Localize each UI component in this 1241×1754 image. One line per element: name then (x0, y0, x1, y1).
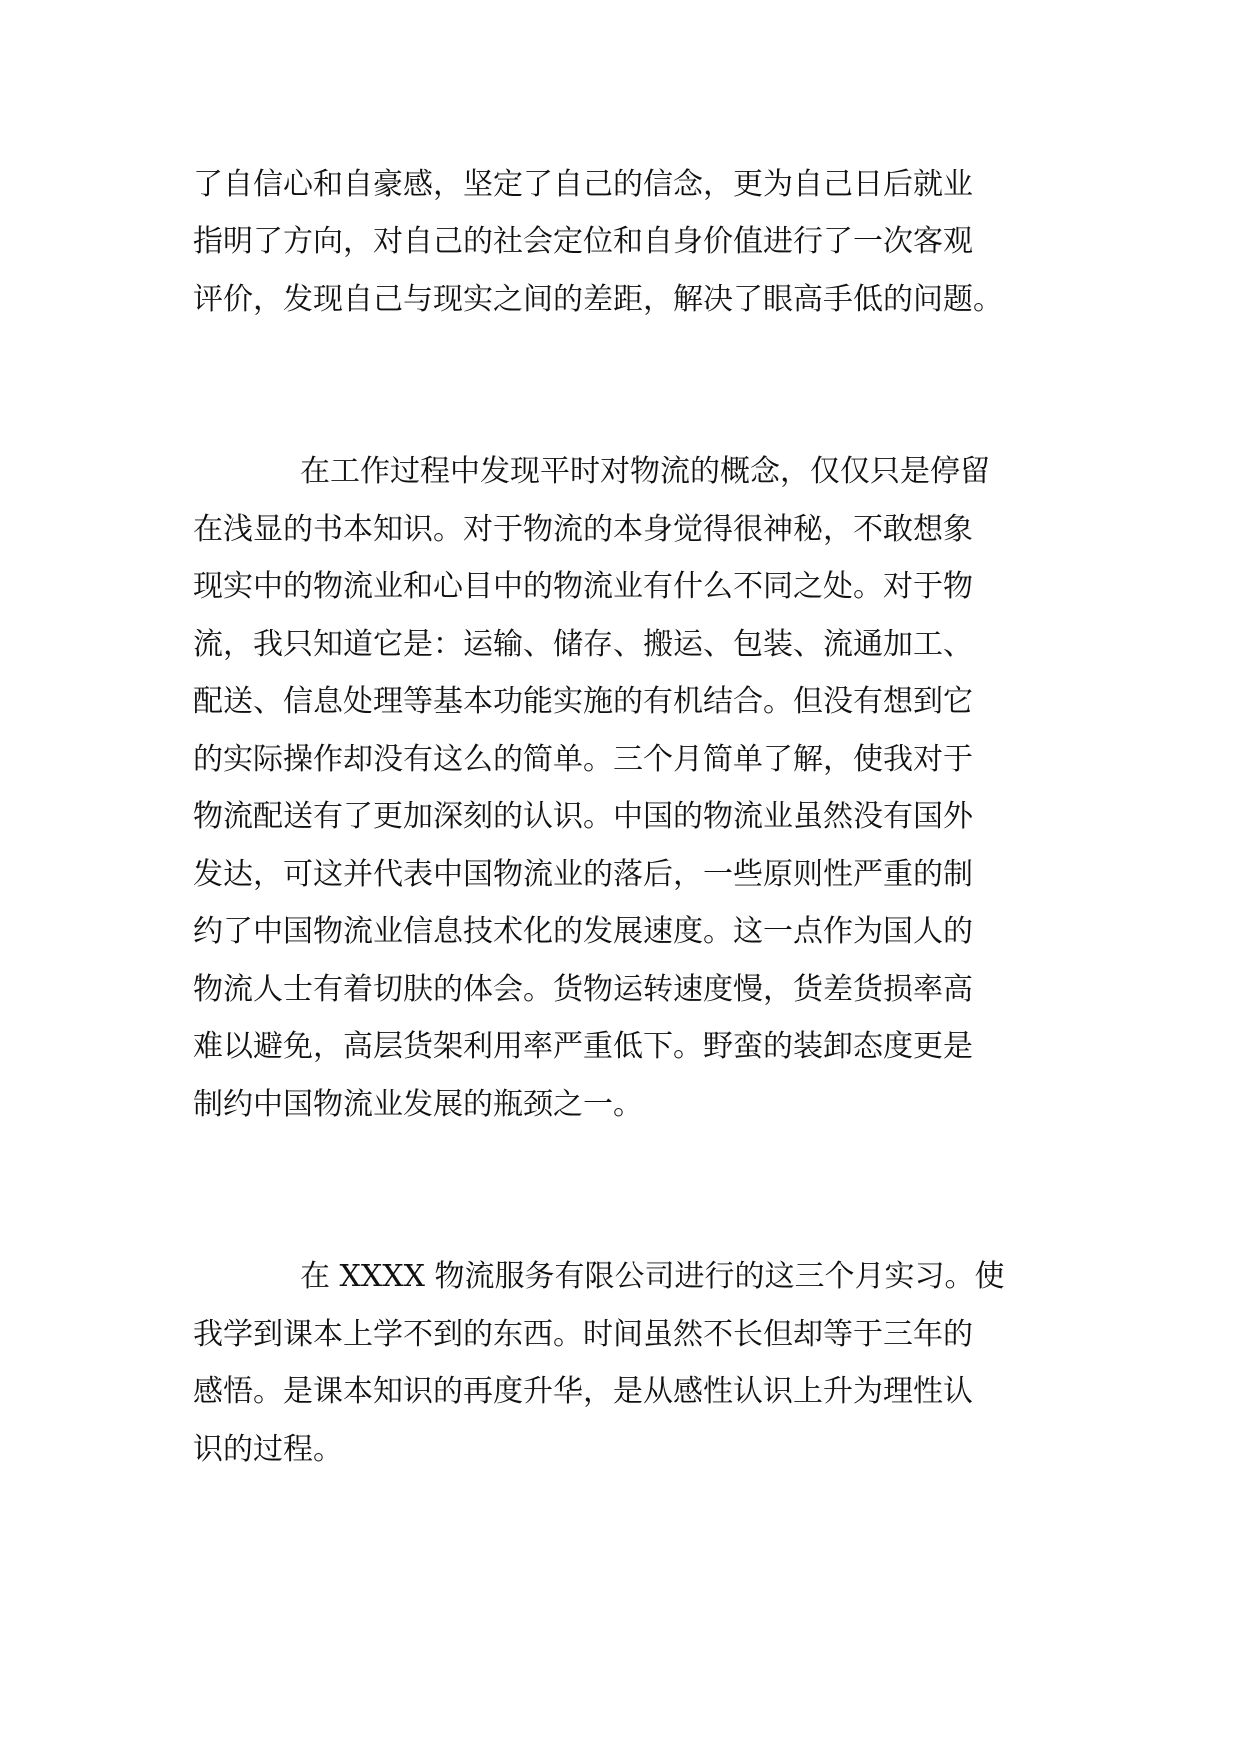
paragraph-line: 的实际操作却没有这么的简单。三个月简单了解，使我对于 (193, 742, 973, 777)
paragraph-line: 感悟。是课本知识的再度升华，是从感性认识上升为理性认 (193, 1374, 973, 1409)
paragraph-line: 在浅显的书本知识。对于物流的本身觉得很神秘，不敢想象 (193, 512, 973, 547)
paragraph-line: 约了中国物流业信息技术化的发展速度。这一点作为国人的 (193, 914, 973, 949)
paragraph-line: 现实中的物流业和心目中的物流业有什么不同之处。对于物 (193, 569, 973, 604)
paragraph-line: 物流配送有了更加深刻的认识。中国的物流业虽然没有国外 (193, 799, 973, 834)
paragraph-line: 难以避免，高层货架利用率严重低下。野蛮的装卸态度更是 (193, 1029, 973, 1064)
paragraph-line: 流，我只知道它是：运输、储存、搬运、包装、流通加工、 (193, 627, 973, 662)
paragraph-line: 制约中国物流业发展的瓶颈之一。 (193, 1087, 643, 1122)
paragraph-line: 在 XXXX 物流服务有限公司进行的这三个月实习。使 (300, 1259, 1005, 1294)
paragraph-line: 指明了方向，对自己的社会定位和自身价值进行了一次客观 (193, 224, 973, 259)
paragraph-line: 我学到课本上学不到的东西。时间虽然不长但却等于三年的 (193, 1317, 973, 1352)
paragraph-line: 识的过程。 (193, 1432, 343, 1467)
paragraph-line: 评价，发现自己与现实之间的差距，解决了眼高手低的问题。 (193, 282, 1003, 317)
paragraph-line: 物流人士有着切肤的体会。货物运转速度慢，货差货损率高 (193, 972, 973, 1007)
paragraph-line: 发达，可这并代表中国物流业的落后，一些原则性严重的制 (193, 857, 973, 892)
paragraph-line: 了自信心和自豪感，坚定了自己的信念，更为自己日后就业 (193, 167, 973, 202)
paragraph-line: 配送、信息处理等基本功能实施的有机结合。但没有想到它 (193, 684, 973, 719)
paragraph-line: 在工作过程中发现平时对物流的概念，仅仅只是停留 (300, 454, 990, 489)
